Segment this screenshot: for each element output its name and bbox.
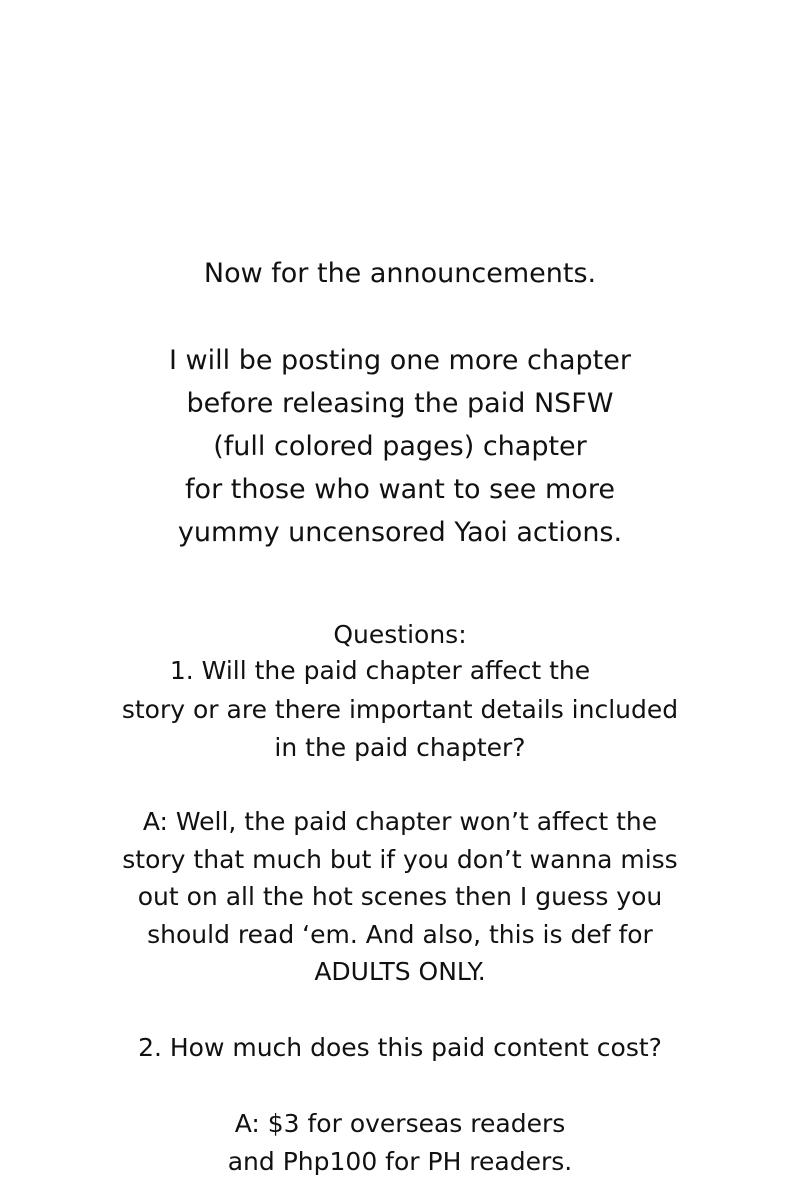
answer-1-line: A: Well, the paid chapter won’t affect the (142, 807, 658, 836)
answer-1-line: out on all the hot scenes then I guess you (137, 882, 663, 911)
announcement-heading: Now for the announcements. (203, 258, 597, 289)
answer-1-line: ADULTS ONLY. (314, 957, 486, 986)
announcement-line: for those who want to see more (185, 474, 615, 505)
announcement-line: yummy uncensored Yaoi actions. (177, 517, 623, 548)
answer-2-line: and Php100 for PH readers. (227, 1147, 573, 1176)
question-1-line: 1. Will the paid chapter affect the (169, 656, 591, 685)
announcement-line: (full colored pages) chapter (213, 431, 587, 462)
questions-title: Questions: (333, 620, 467, 649)
announcement-line: I will be posting one more chapter (169, 345, 631, 376)
answer-1-line: should read ‘em. And also, this is def for (147, 920, 653, 949)
question-1-line: in the paid chapter? (274, 733, 526, 762)
answer-1-line: story that much but if you don’t wanna miss (122, 845, 678, 874)
question-2-line: 2. How much does this paid content cost? (138, 1033, 662, 1062)
announcement-line: before releasing the paid NSFW (186, 388, 614, 419)
question-1-line: story or are there important details included (121, 695, 679, 724)
answer-2-line: A: $3 for overseas readers (234, 1109, 566, 1138)
